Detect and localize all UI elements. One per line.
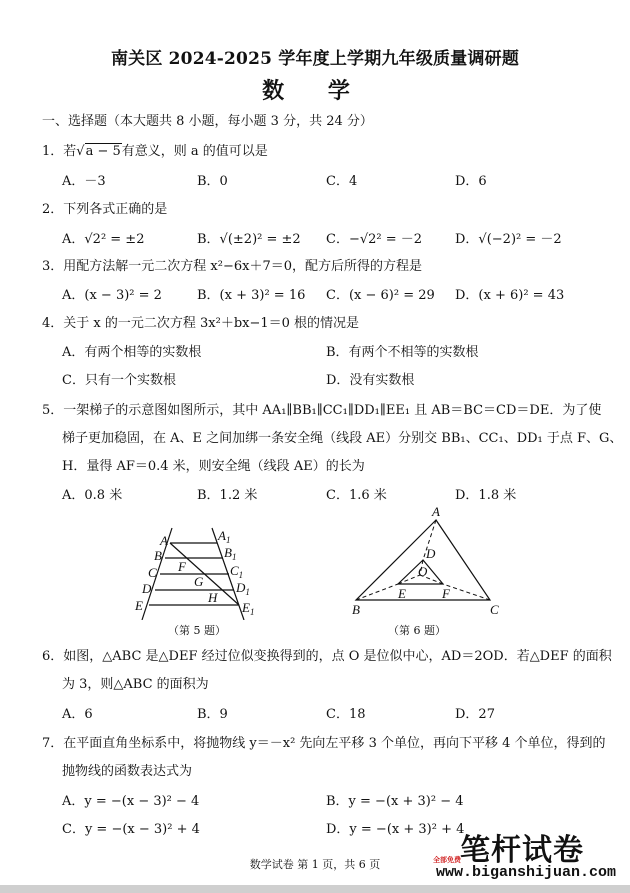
question-4-stem [42,312,359,331]
q6-option-c: C．18 [326,707,366,722]
question-number: 4． [42,316,64,331]
question-6-stem-line-1 [42,645,612,664]
q4-option-a: A．有两个相等的实数根 [62,345,202,360]
svg-text:C: C [148,565,157,580]
page-bottom-band [0,885,630,893]
svg-text:H: H [208,590,218,605]
q2-option-d: D．√(−2)² = －2 [455,232,562,247]
q1-option-b: B．0 [197,174,228,189]
q2-option-b: B．√(±2)² = ±2 [197,232,301,247]
q5-option-d: D．1.8 米 [455,488,517,503]
q2-option-c: C．−√2² = －2 [326,232,423,247]
question-number: 5． [42,403,64,418]
question-number: 1． [42,144,64,159]
figure-6-caption: （第 6 题） [388,624,446,637]
svg-text:O: O [418,564,428,579]
stem-text: 在平面直角坐标系中，将抛物线 y＝－x² 先向左平移 3 个单位，再向下平移 4 个单位，得到的 [63,736,606,751]
svg-text:E: E [398,586,406,601]
svg-text:D: D [142,581,152,596]
q5-option-a: A．0.8 米 [62,488,123,503]
question-2-stem [42,198,167,217]
q5-option-c: C．1.6 米 [326,488,387,503]
figure-5-caption: （第 5 题） [168,624,226,637]
svg-text:C1: $C_1$ [230,563,244,580]
question-5-stem-line-3: H．量得 AF＝0.4 米，则安全绳（线段 AE）的长为 [62,459,365,474]
svg-text:A: A [432,504,440,519]
stem-text: 一架梯子的示意图如图所示，其中 AA₁∥BB₁∥CC₁∥DD₁∥EE₁ 且 AB＝BC＝CD＝DE．为了使 [63,403,602,418]
svg-text:A1: $A_1$ [218,528,231,545]
question-number: 6． [42,649,64,664]
svg-text:B: B [352,602,360,617]
svg-text:F: F [178,559,186,574]
question-number: 7． [42,736,64,751]
stem-text: 如图，△ABC 是△DEF 经过位似变换得到的，点 O 是位似中心，AD＝2OD．若△DEF 的面积 [63,649,612,664]
svg-text:D: D [426,546,436,561]
sqrt-expression: a − 5 [85,144,121,159]
q3-option-b: B．(x + 3)² = 16 [197,288,306,303]
question-6-stem-line-2: 为 3，则△ABC 的面积为 [62,677,209,692]
q3-option-a: A．(x − 3)² = 2 [62,288,162,303]
q7-option-a: A．y = −(x − 3)² − 4 [62,794,200,809]
svg-text:F: F [442,586,450,601]
q1-option-d: D．6 [455,174,487,189]
stem-text: 下列各式正确的是 [63,202,168,217]
question-number: 2． [42,202,64,217]
q2-option-a: A．√2² = ±2 [62,232,145,247]
q1-option-c: C．4 [326,174,358,189]
q6-option-d: D．27 [455,707,495,722]
svg-text:D1: $D_1$ [236,580,250,597]
q7-option-c: C．y = −(x − 3)² + 4 [62,822,200,837]
q4-option-b: B．有两个不相等的实数根 [326,345,479,360]
q4-option-d: D．没有实数根 [326,373,415,388]
q1-option-a: A．－3 [62,174,106,189]
stem-text: 关于 x 的一元二次方程 3x²＋bx−1＝0 根的情况是 [63,316,360,331]
svg-text:E1: $E_1$ [242,600,255,617]
svg-text:G: G [194,574,204,589]
question-1-stem: 1．若√a − 5有意义，则 a 的值可以是 [42,144,268,159]
svg-text:A: A [160,533,168,548]
stem-text: 若 [63,144,77,159]
question-7-stem-line-1 [42,732,606,751]
q5-option-b: B．1.2 米 [197,488,258,503]
question-3-stem [42,255,422,274]
q6-option-a: A．6 [62,707,93,722]
q3-option-c: C．(x − 6)² = 29 [326,288,435,303]
q4-option-c: C．只有一个实数根 [62,373,176,388]
svg-text:B1: $B_1$ [224,545,237,562]
page-footer: 数学试卷 第 1 页，共 6 页 [249,858,381,871]
question-number: 3． [42,259,64,274]
section-heading: 一、选择题（本大题共 8 小题，每小题 3 分，共 24 分） [42,114,373,129]
exam-title: 南关区 2024-2025 学年度上学期九年级质量调研题 [110,49,520,69]
ladder-figure [120,500,280,620]
subject-title: 数 学 [262,78,368,104]
question-7-stem-line-2: 抛物线的函数表达式为 [62,764,193,779]
question-5-stem-line-1 [42,399,601,418]
svg-text:B: B [154,548,162,563]
svg-text:E: E [135,598,143,613]
q6-option-b: B．9 [197,707,228,722]
question-5-stem-line-2: 梯子更加稳固，在 A、E 之间加绑一条安全绳（线段 AE）分别交 BB₁、CC₁、DD₁ 于点 F、G、 [62,431,623,446]
watermark-url: www.biganshijuan.com [436,864,617,881]
stem-text: 用配方法解一元二次方程 x²−6x＋7＝0，配方后所得的方程是 [63,259,422,274]
watermark-tag: 全部免费 [433,856,461,864]
watermark-brand: 笔杆试卷 [460,833,584,868]
homothety-triangle-figure [340,500,510,620]
q7-option-b: B．y = −(x + 3)² − 4 [326,794,464,809]
stem-text: 有意义，则 a 的值可以是 [121,144,268,159]
q3-option-d: D．(x + 6)² = 43 [455,288,565,303]
svg-text:C: C [490,602,499,617]
q7-option-d: D．y = −(x + 3)² + 4 [326,822,465,837]
